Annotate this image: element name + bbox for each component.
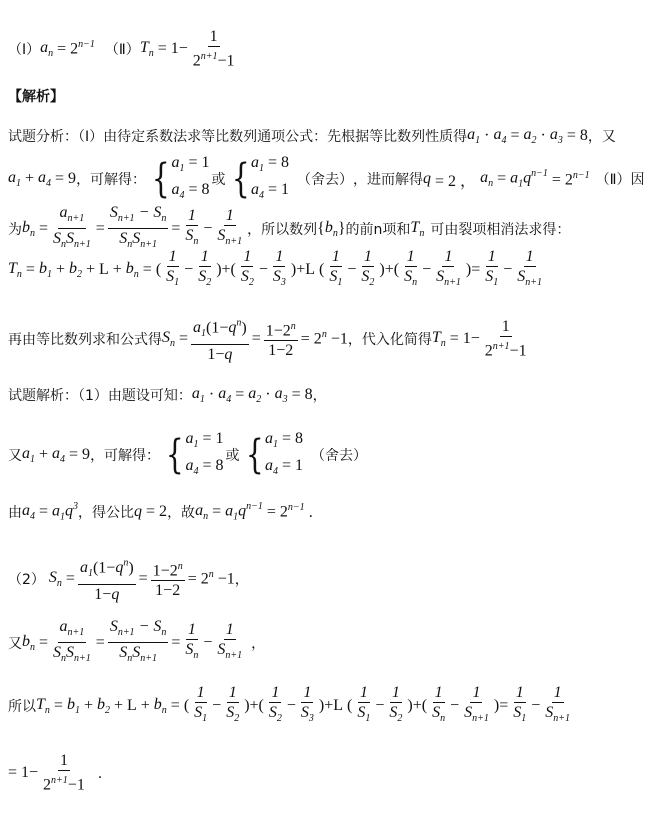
analysis-text-2b: ，进而解得 — [353, 172, 424, 189]
analysis-text-3a: 为 — [8, 221, 22, 238]
analysis-text-5b: ，代入化简得 — [347, 331, 432, 348]
analysis-text-3c: 的前n项和 — [345, 221, 411, 238]
solution-text-6: 所以 — [8, 698, 36, 715]
comma-2: ， — [234, 571, 249, 588]
comma-3: ， — [251, 635, 266, 652]
solution-text-3b: ，得公比 — [78, 504, 135, 521]
solution-line-1: 试题解析：（1）由题设可知： $a_1$ · $a_4$ = $a_2$ · $a_3$ = 8 ， — [8, 385, 327, 406]
part2-label: （Ⅱ） — [104, 41, 140, 58]
system-2: { $a_1 = 8$ $a_4 = 1$ — [231, 154, 290, 203]
analysis-text-1: 试题分析：（Ⅰ）由待定系数法求等比数列通项公式：先根据等比数列性质得 — [8, 129, 468, 146]
comma: ， — [312, 388, 327, 405]
analysis-text-3d: 可由裂项相消法求得： — [430, 221, 571, 238]
solution-text-4: （2） — [8, 571, 45, 588]
analysis-line-5: 再由等比数列求和公式得 $S_n$ = $\frac{a_1(1-q^n)}{1-q}$ = $\frac{1-2^n}{1-2}$ = $2^n -1$ ，代入化简得 $T_n$ = 1− $\frac{1}{2^{n+1}-1}$ — [8, 315, 532, 363]
analysis-text-5a: 再由等比数列求和公式得 — [8, 331, 162, 348]
solution-line-5: 又 $b_n$ = $\frac{a_{n+1}}{S_nS_{n+1}}$ = $\frac{S_{n+1} - S_n}{S_nS_{n+1}}$ = $\frac{1}{S_n}$ − $\frac{1}{S_{n+1}}$ ， — [8, 618, 266, 665]
analysis-text-3b: ，所以数列 — [247, 221, 318, 238]
part1-label: （Ⅰ） — [8, 41, 41, 58]
solution-text-2: 又 — [8, 448, 22, 465]
solution-text-1: 试题解析：（1）由题设可知： — [8, 388, 192, 405]
solution-line-4: （2） $S_n$ = $\frac{a_1(1-q^n)}{1-q}$ = $\frac{1-2^n}{1-2}$ = $2^n -1$ ， — [8, 555, 249, 603]
solution-text-2b: ，可解得： — [90, 448, 161, 465]
analysis-line-1: 试题分析：（Ⅰ）由待定系数法求等比数列通项公式：先根据等比数列性质得 $a_1$ · $a_4$ = $a_2$ · $a_3$ = 8 ，又 — [8, 126, 616, 147]
system-3: { $a_1 = 1$ $a_4 = 8$ — [165, 430, 224, 479]
solution-line-6: 所以 $T_n$ = $b_1$ + $b_2$ + L + $b_n$ = ( $\frac{1}{S_1}$ − $\frac{1}{S_2}$ )+( $\frac{1}{S_2}$ − $\frac{1}{S_3}$ )+L ( $\frac{1}{S_1}$ − $\frac{1}{S_2}$ )+( $\frac{1}{S_n}$ − $\frac{1}{S_{n+1}}$ )= $\frac{1}{S_1}$ − $\frac{1}{S_{n+1}}$ — [8, 684, 570, 725]
period: ． — [308, 504, 323, 521]
period-2: ． — [97, 765, 112, 782]
solution-text-3a: 由 — [8, 504, 22, 521]
analysis-text-1b: ，又 — [587, 129, 616, 146]
solution-text-5: 又 — [8, 635, 22, 652]
answer-line: （Ⅰ） $a_n$ = $2^{n-1}$ （Ⅱ） $T_n$ = 1− $\frac{1}{2^{n+1}-1}$ — [8, 28, 235, 70]
solution-line-7: = 1− $\frac{1}{2^{n+1}-1}$ ． — [8, 752, 112, 794]
analysis-line-3: 为 $b_n$ = $\frac{a_{n+1}}{S_nS_{n+1}}$ = $\frac{S_{n+1} - S_n}{S_nS_{n+1}}$ = $\frac{1}{S_n}$ − $\frac{1}{S_{n+1}}$ ，所以数列 { $b_n$ } 的前n项和 $T_n$ 可由裂项相消法求得： — [8, 204, 571, 251]
solution-line-3: 由 $a_4$ = $a_1q^3$ ，得公比 q = 2 ，故 $a_n$ = $a_1q^{n-1}$ = $2^{n-1}$ ． — [8, 501, 323, 523]
solution-line-2: 又 $a_1$ + $a_4$ = 9 ，可解得： { $a_1 = 1$ $a_4 = 8$ 或 { $a_1 = 8$ $a_4 = 1$ （舍去） — [8, 428, 367, 482]
system-4: { $a_1 = 8$ $a_4 = 1$ — [245, 430, 304, 479]
discard-text: （舍去） — [297, 172, 354, 189]
analysis-line-2: $a_1$ + $a_4$ = 9 ，可解得： { $a_1 = 1$ $a_4 = 8$ 或 { $a_1 = 8$ $a_4 = 1$ （舍去） ，进而解得 q = 2 ， $a_n$ = $a_1q^{n-1}$ = $2^{n-1}$ （Ⅱ）因 — [8, 152, 645, 206]
section-header: 【解析】 — [8, 89, 64, 105]
discard-text-2: （舍去） — [311, 448, 368, 465]
analysis-text-2a: ，可解得： — [76, 172, 147, 189]
solution-text-3c: ，故 — [167, 504, 196, 521]
or-text-2: 或 — [225, 448, 240, 465]
analysis-text-2c: （Ⅱ）因 — [595, 172, 645, 189]
analysis-line-4: $T_n$ = $b_1$ + $b_2$ + L + $b_n$ = ( $\frac{1}{S_1}$ − $\frac{1}{S_2}$ )+( $\frac{1}{S_2}$ − $\frac{1}{S_3}$ )+L ( $\frac{1}{S_1}$ − $\frac{1}{S_2}$ )+( $\frac{1}{S_n}$ − $\frac{1}{S_{n+1}}$ )= $\frac{1}{S_1}$ − $\frac{1}{S_{n+1}}$ — [8, 248, 542, 289]
system-1: { $a_1 = 1$ $a_4 = 8$ — [151, 154, 210, 203]
or-text: 或 — [211, 172, 226, 189]
